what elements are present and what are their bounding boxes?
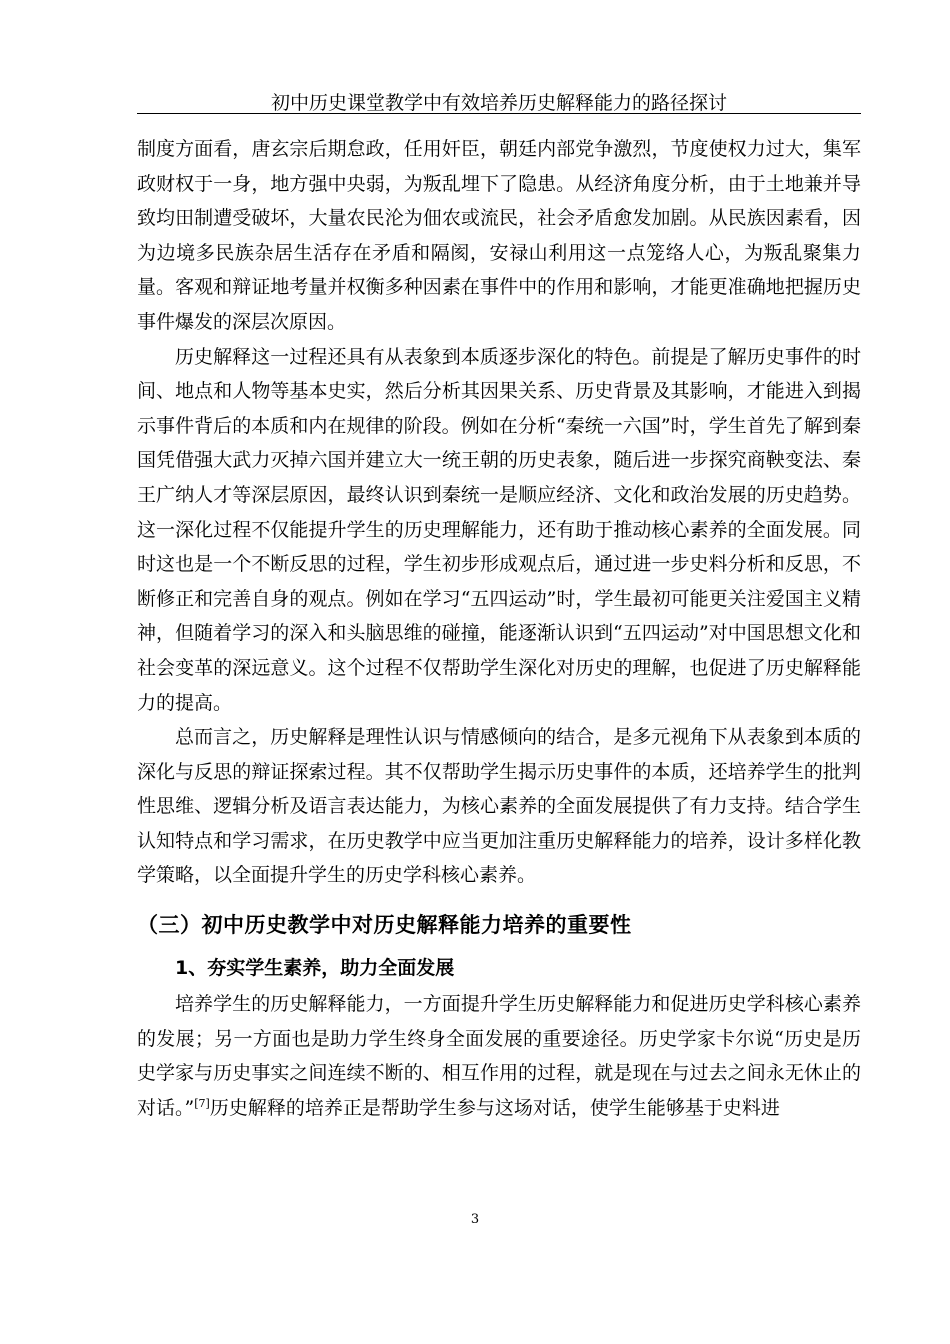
section-heading: （三）初中历史教学中对历史解释能力培养的重要性: [137, 913, 632, 938]
header-rule: [137, 113, 861, 114]
citation-marker: [7]: [194, 1096, 210, 1110]
body-text: [137, 132, 861, 1125]
running-header: 初中历史课堂教学中有效培养历史解释能力的路径探讨: [270, 92, 727, 114]
page-number: 3: [470, 1212, 480, 1227]
paragraph-4-text-before: 培养学生的历史解释能力，一方面提升学生历史解释能力和促进历史学科核心素养的发展；另一方面也是助力学生终身全面发展的重要途径。历史学家卡尔说“历史是历史学家与历史事实之间连续不断的、相互作用的过程，就是现在与过去之间永无休止的对话。”: [137, 993, 861, 1119]
paragraph-4-text-after: 历史解释的培养正是帮助学生参与这场对话，使学生能够基于史料进: [209, 1096, 780, 1119]
paragraph-4: [137, 987, 861, 1125]
paragraph-3: 总而言之，历史解释是理性认识与情感倾向的结合，是多元视角下从表象到本质的深化与反思的辩证探索过程。其不仅帮助学生揭示历史事件的本质，还培养学生的批判性思维、逻辑分析及语言表达能力，为核心素养的全面发展提供了有力支持。结合学生认知特点和学习需求，在历史教学中应当更加注重历史解释能力的培养，设计多样化教学策略，以全面提升学生的历史学科核心素养。: [137, 726, 861, 887]
paragraph-2: 历史解释这一过程还具有从表象到本质逐步深化的特色。前提是了解历史事件的时间、地点和人物等基本史实，然后分析其因果关系、历史背景及其影响，才能进入到揭示事件背后的本质和内在规律的阶段。例如在分析“秦统一六国”时，学生首先了解到秦国凭借强大武力灭掉六国并建立大一统王朝的历史表象，随后进一步探究商鞅变法、秦王广纳人才等深层原因，最终认识到秦统一是顺应经济、文化和政治发展的历史趋势。这一深化过程不仅能提升学生的历史理解能力，还有助于推动核心素养的全面发展。同时这也是一个不断反思的过程，学生初步形成观点后，通过进一步史料分析和反思，不断修正和完善自身的观点。例如在学习“五四运动”时，学生最初可能更关注爱国主义精神，但随着学习的深入和头脑思维的碰撞，能逐渐认识到“五四运动”对中国思想文化和社会变革的深远意义。这个过程不仅帮助学生深化对历史的理解，也促进了历史解释能力的提高。: [137, 345, 861, 714]
subsection-heading: 1、夯实学生素养，助力全面发展: [175, 957, 455, 980]
paragraph-1: 制度方面看，唐玄宗后期怠政，任用奸臣，朝廷内部党争激烈，节度使权力过大，集军政财权于一身，地方强中央弱，为叛乱埋下了隐患。从经济角度分析，由于土地兼并导致均田制遭受破坏，大量农民沦为佃农或流民，社会矛盾愈发加剧。从民族因素看，因为边境多民族杂居生活存在矛盾和隔阂，安禄山利用这一点笼络人心，为叛乱聚集力量。客观和辩证地考量并权衡多种因素在事件中的作用和影响，才能更准确地把握历史事件爆发的深层次原因。: [137, 138, 861, 333]
